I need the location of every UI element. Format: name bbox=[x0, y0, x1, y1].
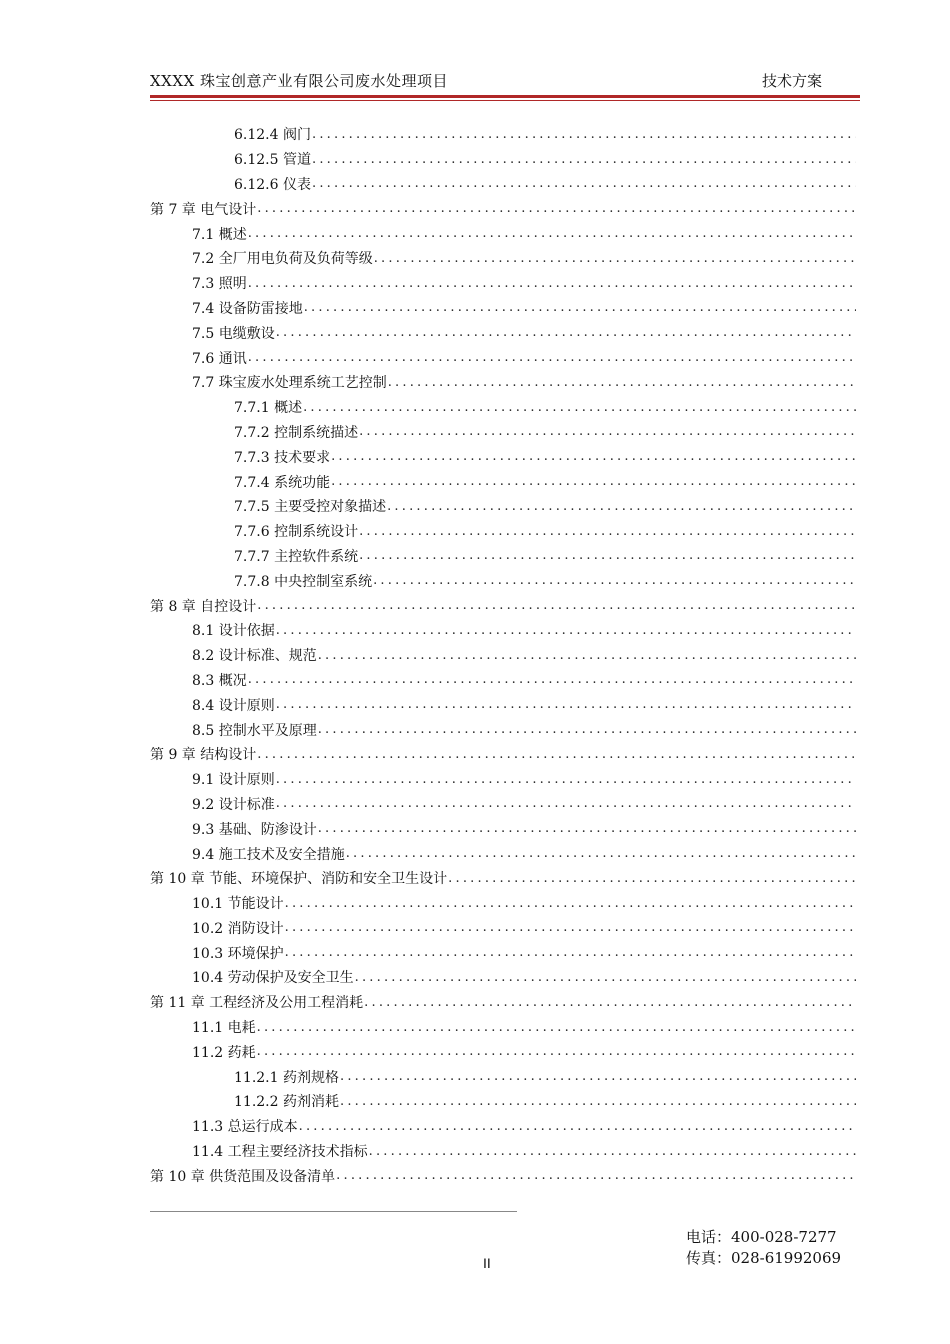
toc-dot-leader bbox=[257, 1020, 856, 1035]
toc-dot-leader bbox=[257, 1044, 856, 1059]
toc-entry-label: 6.12.5 管道 bbox=[234, 152, 311, 169]
toc-dot-leader bbox=[369, 1144, 856, 1159]
toc-entry-label: 10.4 劳动保护及安全卫生 bbox=[192, 970, 354, 987]
toc-entry[interactable] bbox=[150, 271, 856, 296]
toc-dot-leader bbox=[331, 449, 856, 464]
toc-entry-label: 9.4 施工技术及安全措施 bbox=[192, 846, 345, 863]
toc-entry-label: 7.2 全厂用电负荷及负荷等级 bbox=[192, 251, 373, 268]
toc-entry-label: 6.12.6 仪表 bbox=[234, 176, 311, 193]
toc-entry-label: 10.3 环境保护 bbox=[192, 945, 284, 962]
toc-entry[interactable] bbox=[150, 792, 856, 817]
toc-entry[interactable] bbox=[150, 916, 856, 941]
toc-entry-label: 第 8 章 自控设计 bbox=[150, 598, 257, 615]
toc-entry-label: 7.7.5 主要受控对象描述 bbox=[234, 499, 387, 516]
toc-dot-leader bbox=[248, 226, 856, 241]
toc-dot-leader bbox=[312, 127, 856, 142]
toc-entry[interactable] bbox=[150, 469, 856, 494]
toc-entry-label: 10.1 节能设计 bbox=[192, 896, 284, 913]
toc-entry[interactable] bbox=[150, 717, 856, 742]
toc-entry[interactable] bbox=[150, 246, 856, 271]
toc-entry[interactable] bbox=[150, 990, 856, 1015]
toc-entry-label: 11.2.1 药剂规格 bbox=[234, 1069, 339, 1086]
toc-entry-label: 第 7 章 电气设计 bbox=[150, 201, 257, 218]
toc-entry[interactable] bbox=[150, 1139, 856, 1164]
toc-entry-label: 8.5 控制水平及原理 bbox=[192, 722, 317, 739]
toc-dot-leader bbox=[285, 945, 856, 960]
header-doc-type: 技术方案 bbox=[761, 72, 822, 90]
footer-divider bbox=[150, 1211, 517, 1212]
toc-dot-leader bbox=[312, 176, 856, 191]
toc-entry[interactable] bbox=[150, 866, 856, 891]
toc-dot-leader bbox=[318, 648, 856, 663]
toc-entry[interactable] bbox=[150, 122, 856, 147]
toc-entry-label: 7.7.1 概述 bbox=[234, 400, 303, 417]
toc-entry-label: 第 9 章 结构设计 bbox=[150, 747, 257, 764]
toc-entry[interactable] bbox=[150, 420, 856, 445]
toc-entry[interactable] bbox=[150, 816, 856, 841]
toc-entry-label: 11.2 药耗 bbox=[192, 1044, 256, 1061]
toc-dot-leader bbox=[248, 276, 856, 291]
toc-dot-leader bbox=[248, 350, 856, 365]
toc-entry[interactable] bbox=[150, 1089, 856, 1114]
toc-entry-label: 7.1 概述 bbox=[192, 226, 247, 243]
toc-entry[interactable] bbox=[150, 965, 856, 990]
toc-entry[interactable] bbox=[150, 345, 856, 370]
toc-dot-leader bbox=[276, 623, 856, 638]
footer-phone: 电话：400-028-7277 bbox=[686, 1228, 837, 1246]
toc-entry[interactable] bbox=[150, 544, 856, 569]
toc-entry-label: 10.2 消防设计 bbox=[192, 920, 284, 937]
toc-dot-leader bbox=[276, 325, 856, 340]
toc-dot-leader bbox=[388, 375, 856, 390]
toc-entry-label: 7.5 电缆敷设 bbox=[192, 325, 275, 342]
toc-dot-leader bbox=[359, 524, 856, 539]
toc-entry-label: 7.3 照明 bbox=[192, 276, 247, 293]
toc-entry-label: 7.4 设备防雷接地 bbox=[192, 300, 303, 317]
toc-entry-label: 7.7 珠宝废水处理系统工艺控制 bbox=[192, 375, 387, 392]
toc-entry-label: 7.7.4 系统功能 bbox=[234, 474, 331, 491]
toc-entry[interactable] bbox=[150, 1015, 856, 1040]
toc-entry[interactable] bbox=[150, 568, 856, 593]
toc-entry-label: 11.1 电耗 bbox=[192, 1020, 256, 1037]
table-of-contents bbox=[150, 122, 856, 1188]
page-number: II bbox=[483, 1255, 491, 1271]
toc-entry[interactable] bbox=[150, 767, 856, 792]
toc-entry[interactable] bbox=[150, 1114, 856, 1139]
toc-entry[interactable] bbox=[150, 841, 856, 866]
toc-entry[interactable] bbox=[150, 444, 856, 469]
toc-dot-leader bbox=[276, 697, 856, 712]
toc-dot-leader bbox=[359, 548, 856, 563]
toc-dot-leader bbox=[312, 152, 856, 167]
toc-entry-label: 7.7.6 控制系统设计 bbox=[234, 524, 359, 541]
toc-entry[interactable] bbox=[150, 742, 856, 767]
toc-entry[interactable] bbox=[150, 668, 856, 693]
toc-dot-leader bbox=[346, 846, 856, 861]
toc-dot-leader bbox=[318, 722, 856, 737]
toc-entry[interactable] bbox=[150, 593, 856, 618]
page-header bbox=[150, 70, 860, 92]
toc-entry[interactable] bbox=[150, 643, 856, 668]
toc-entry[interactable] bbox=[150, 618, 856, 643]
toc-entry[interactable] bbox=[150, 494, 856, 519]
toc-entry-label: 8.3 概况 bbox=[192, 672, 247, 689]
toc-dot-leader bbox=[387, 499, 856, 514]
toc-dot-leader bbox=[331, 474, 856, 489]
footer-fax: 传真：028-61992069 bbox=[686, 1249, 842, 1267]
toc-entry[interactable] bbox=[150, 395, 856, 420]
toc-dot-leader bbox=[257, 747, 856, 762]
header-rule-thin bbox=[150, 100, 860, 101]
toc-entry-label: 11.4 工程主要经济技术指标 bbox=[192, 1144, 368, 1161]
toc-dot-leader bbox=[285, 896, 856, 911]
toc-entry[interactable] bbox=[150, 196, 856, 221]
toc-dot-leader bbox=[374, 251, 856, 266]
toc-dot-leader bbox=[303, 400, 856, 415]
toc-entry[interactable] bbox=[150, 221, 856, 246]
toc-entry-label: 7.7.2 控制系统描述 bbox=[234, 424, 359, 441]
toc-entry-label: 9.3 基础、防渗设计 bbox=[192, 821, 317, 838]
toc-entry-label: 7.7.3 技术要求 bbox=[234, 449, 331, 466]
toc-dot-leader bbox=[276, 772, 856, 787]
toc-entry-label: 8.4 设计原则 bbox=[192, 697, 275, 714]
toc-dot-leader bbox=[276, 796, 856, 811]
toc-entry-label: 第 11 章 工程经济及公用工程消耗 bbox=[150, 995, 364, 1012]
toc-entry[interactable] bbox=[150, 147, 856, 172]
toc-entry-label: 第 10 章 供货范围及设备清单 bbox=[150, 1168, 336, 1185]
toc-entry-label: 6.12.4 阀门 bbox=[234, 127, 311, 144]
toc-entry-label: 9.1 设计原则 bbox=[192, 772, 275, 789]
toc-dot-leader bbox=[364, 995, 856, 1010]
toc-dot-leader bbox=[448, 871, 856, 886]
toc-dot-leader bbox=[355, 970, 856, 985]
footer-contact bbox=[686, 1227, 841, 1269]
toc-entry[interactable] bbox=[150, 891, 856, 916]
toc-entry-label: 11.2.2 药剂消耗 bbox=[234, 1094, 339, 1111]
toc-entry[interactable] bbox=[150, 692, 856, 717]
toc-entry[interactable] bbox=[150, 519, 856, 544]
header-title: XXXX 珠宝创意产业有限公司废水处理项目 bbox=[150, 72, 448, 90]
header-rule-thick bbox=[150, 95, 860, 98]
toc-dot-leader bbox=[340, 1069, 856, 1084]
toc-dot-leader bbox=[318, 821, 856, 836]
toc-entry[interactable] bbox=[150, 1163, 856, 1188]
toc-entry[interactable] bbox=[150, 940, 856, 965]
toc-entry[interactable] bbox=[150, 296, 856, 321]
toc-entry-label: 7.7.8 中央控制室系统 bbox=[234, 573, 373, 590]
toc-dot-leader bbox=[299, 1119, 856, 1134]
toc-dot-leader bbox=[336, 1168, 856, 1183]
toc-dot-leader bbox=[257, 201, 856, 216]
toc-entry[interactable] bbox=[150, 1064, 856, 1089]
toc-entry[interactable] bbox=[150, 370, 856, 395]
toc-dot-leader bbox=[373, 573, 856, 588]
toc-entry-label: 8.2 设计标准、规范 bbox=[192, 648, 317, 665]
toc-entry-label: 9.2 设计标准 bbox=[192, 796, 275, 813]
toc-entry-label: 7.7.7 主控软件系统 bbox=[234, 548, 359, 565]
toc-entry-label: 第 10 章 节能、环境保护、消防和安全卫生设计 bbox=[150, 871, 448, 888]
toc-dot-leader bbox=[257, 598, 856, 613]
toc-entry[interactable] bbox=[150, 320, 856, 345]
toc-dot-leader bbox=[340, 1094, 856, 1109]
toc-dot-leader bbox=[248, 672, 856, 687]
toc-entry-label: 11.3 总运行成本 bbox=[192, 1119, 298, 1136]
toc-entry[interactable] bbox=[150, 172, 856, 197]
toc-entry-label: 8.1 设计依据 bbox=[192, 623, 275, 640]
toc-dot-leader bbox=[304, 300, 856, 315]
toc-entry-label: 7.6 通讯 bbox=[192, 350, 247, 367]
toc-dot-leader bbox=[359, 424, 856, 439]
toc-dot-leader bbox=[285, 920, 856, 935]
toc-entry[interactable] bbox=[150, 1039, 856, 1064]
